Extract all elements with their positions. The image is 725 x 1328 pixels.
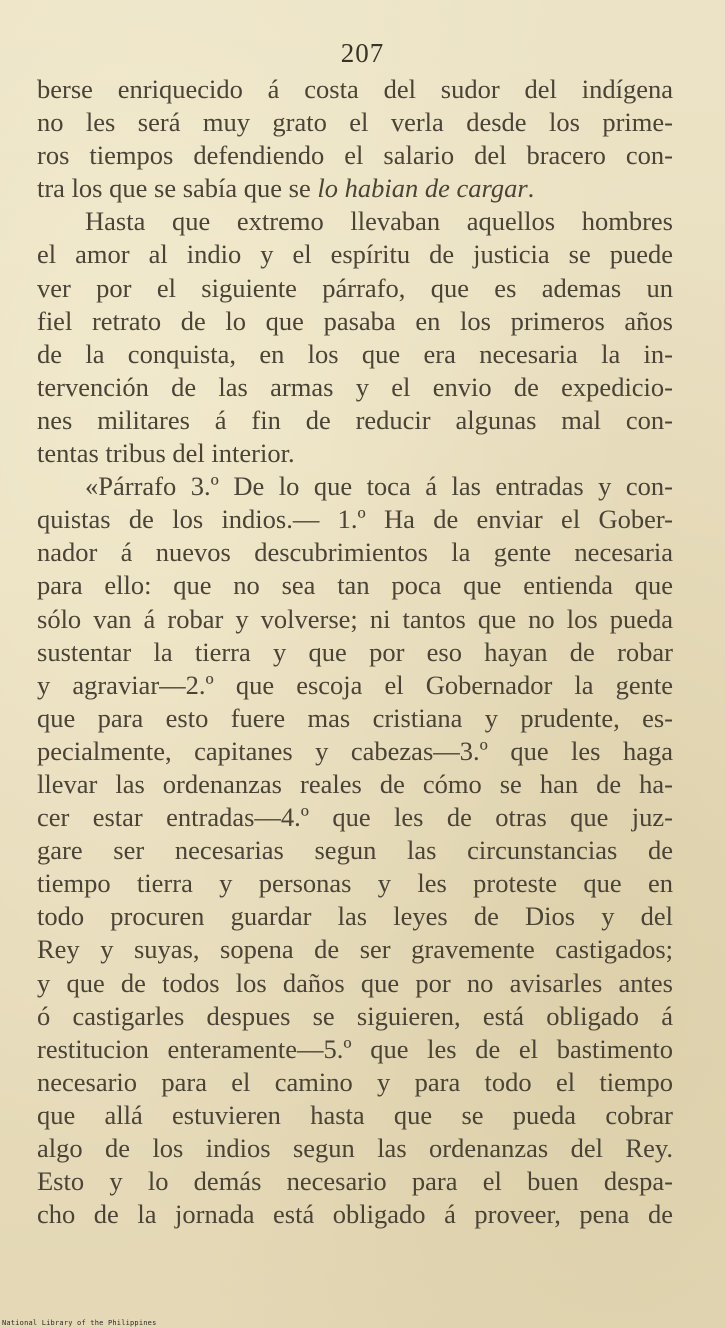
- text-line: cho de la jornada está obligado á proveer, pena de: [37, 1199, 673, 1230]
- text-line: pecialmente, capitanes y cabezas—3.º que les haga: [37, 735, 673, 766]
- page-number: 207: [340, 38, 385, 68]
- text-line: sólo van á robar y volverse; ni tantos que no los pueda: [37, 603, 673, 634]
- text-line: fiel retrato de lo que pasaba en los primeros años: [37, 305, 673, 336]
- text-line: tiempo tierra y personas y les proteste que en: [37, 868, 673, 899]
- text-line: y que de todos los daños que por no avisarles antes: [37, 967, 673, 998]
- text-line: que para esto fuere mas cristiana y prudente, es-: [37, 702, 673, 733]
- text-line: que allá estuvieren hasta que se pueda cobrar: [37, 1099, 673, 1130]
- text-line: ver por el siguiente párrafo, que es ademas un: [37, 272, 673, 303]
- text-line: el amor al indio y el espíritu de justicia se puede: [37, 239, 673, 270]
- paragraph-start-line: Hasta que extremo llevaban aquellos hombres: [85, 206, 673, 237]
- text-line: Rey y suyas, sopena de ser gravemente castigados;: [37, 934, 673, 965]
- italic-phrase: lo habian de cargar: [317, 173, 528, 204]
- text-line: restitucion enteramente—5.º que les de el bastimento: [37, 1033, 673, 1064]
- text-line: ros tiempos defendiendo el salario del bracero con-: [37, 140, 673, 171]
- text-line: algo de los indios segun las ordenanzas del Rey.: [37, 1133, 673, 1163]
- paragraph-start-line: «Párrafo 3.º De lo que toca á las entradas y con-: [85, 471, 673, 502]
- text-line-start: tra los que se sabía que se: [37, 173, 318, 204]
- text-line: tentas tribus del interior.: [37, 438, 295, 469]
- text-line: nador á nuevos descubrimientos la gente necesaria: [37, 537, 673, 568]
- text-line: para ello: que no sea tan poca que entienda que: [37, 570, 673, 601]
- text-line: no les será muy grato el verla desde los prime-: [37, 107, 673, 138]
- text-line: y agraviar—2.º que escoja el Gobernador la gente: [37, 669, 673, 700]
- text-line: berse enriquecido á costa del sudor del indígena: [37, 74, 673, 104]
- text-line: todo procuren guardar las leyes de Dios y del: [37, 901, 673, 932]
- text-line: cer estar entradas—4.º que les de otras que juz-: [37, 802, 673, 833]
- text-line: Esto y lo demás necesario para el buen despa-: [37, 1166, 673, 1197]
- text-line: tervención de las armas y el envio de expedicio-: [37, 371, 673, 402]
- text-line: llevar las ordenanzas reales de cómo se han de ha-: [37, 768, 673, 799]
- text-line: ó castigarles despues se siguieren, está obligado á: [37, 1000, 673, 1031]
- text-line: de la conquista, en los que era necesaria la in-: [37, 338, 673, 369]
- library-footer: National Library of the Philippines: [2, 1319, 157, 1327]
- text-line-end: .: [527, 173, 535, 204]
- text-line: sustentar la tierra y que por eso hayan de robar: [37, 636, 673, 667]
- text-line: [37, 172, 673, 205]
- text-line: nes militares á fin de reducir algunas mal con-: [37, 404, 673, 435]
- text-line: necesario para el camino y para todo el tiempo: [37, 1066, 673, 1097]
- text-line: gare ser necesarias segun las circunstancias de: [37, 835, 673, 866]
- text-line: quistas de los indios.— 1.º Ha de enviar el Gober-: [37, 504, 673, 535]
- body-text: [37, 73, 673, 1231]
